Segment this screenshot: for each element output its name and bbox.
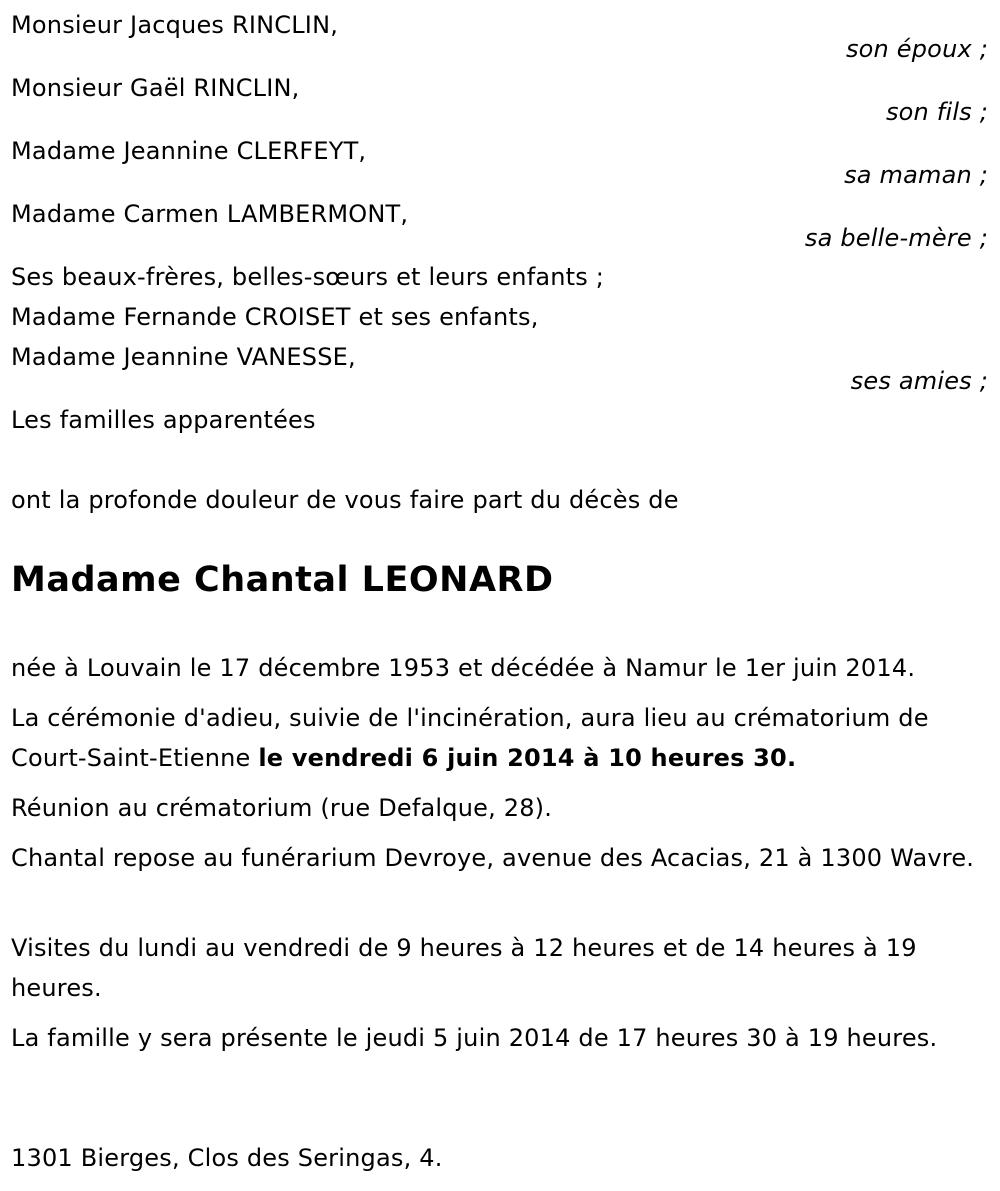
deceased-name: Madame Chantal LEONARD: [11, 560, 554, 600]
group-line: Ses beaux-frères, belles-sœurs et leurs enfants ;: [11, 263, 605, 291]
family-member-name: Madame Jeannine CLERFEYT,: [11, 137, 367, 165]
family-member-role: sa maman ;: [844, 161, 988, 189]
family-member-name: Monsieur Gaël RINCLIN,: [11, 74, 300, 102]
birth-death: née à Louvain le 17 décembre 1953 et décédée à Namur le 1er juin 2014.: [11, 654, 916, 682]
group-role: ses amies ;: [850, 367, 988, 395]
meeting-info: Réunion au crématorium (rue Defalque, 28).: [11, 794, 553, 822]
visits-info: Visites du lundi au vendredi de 9 heures à 12 heures et de 14 heures à 19 heures.: [11, 934, 917, 1002]
family-member-role: son époux ;: [845, 35, 988, 63]
families-line: Les familles apparentées: [11, 406, 316, 434]
ceremony-info: [11, 698, 986, 778]
family-member-role: sa belle-mère ;: [804, 224, 988, 252]
family-presence: La famille y sera présente le jeudi 5 juin 2014 de 17 heures 30 à 19 heures.: [11, 1024, 938, 1052]
rest-info: Chantal repose au funérarium Devroye, avenue des Acacias, 21 à 1300 Wavre.: [11, 844, 975, 872]
family-member-role: son fils ;: [885, 98, 988, 126]
group-line: Madame Fernande CROISET et ses enfants,: [11, 303, 539, 331]
family-member-name: Monsieur Jacques RINCLIN,: [11, 11, 339, 39]
group-line: Madame Jeannine VANESSE,: [11, 343, 356, 371]
ceremony-text: La cérémonie d'adieu, suivie de l'incinération, aura lieu au crématorium de Court-Saint-Etienne: [11, 704, 929, 772]
announcement: ont la profonde douleur de vous faire part du décès de: [11, 486, 679, 514]
family-member-name: Madame Carmen LAMBERMONT,: [11, 200, 409, 228]
ceremony-date: le vendredi 6 juin 2014 à 10 heures 30.: [258, 744, 797, 772]
address: 1301 Bierges, Clos des Seringas, 4.: [11, 1144, 443, 1172]
